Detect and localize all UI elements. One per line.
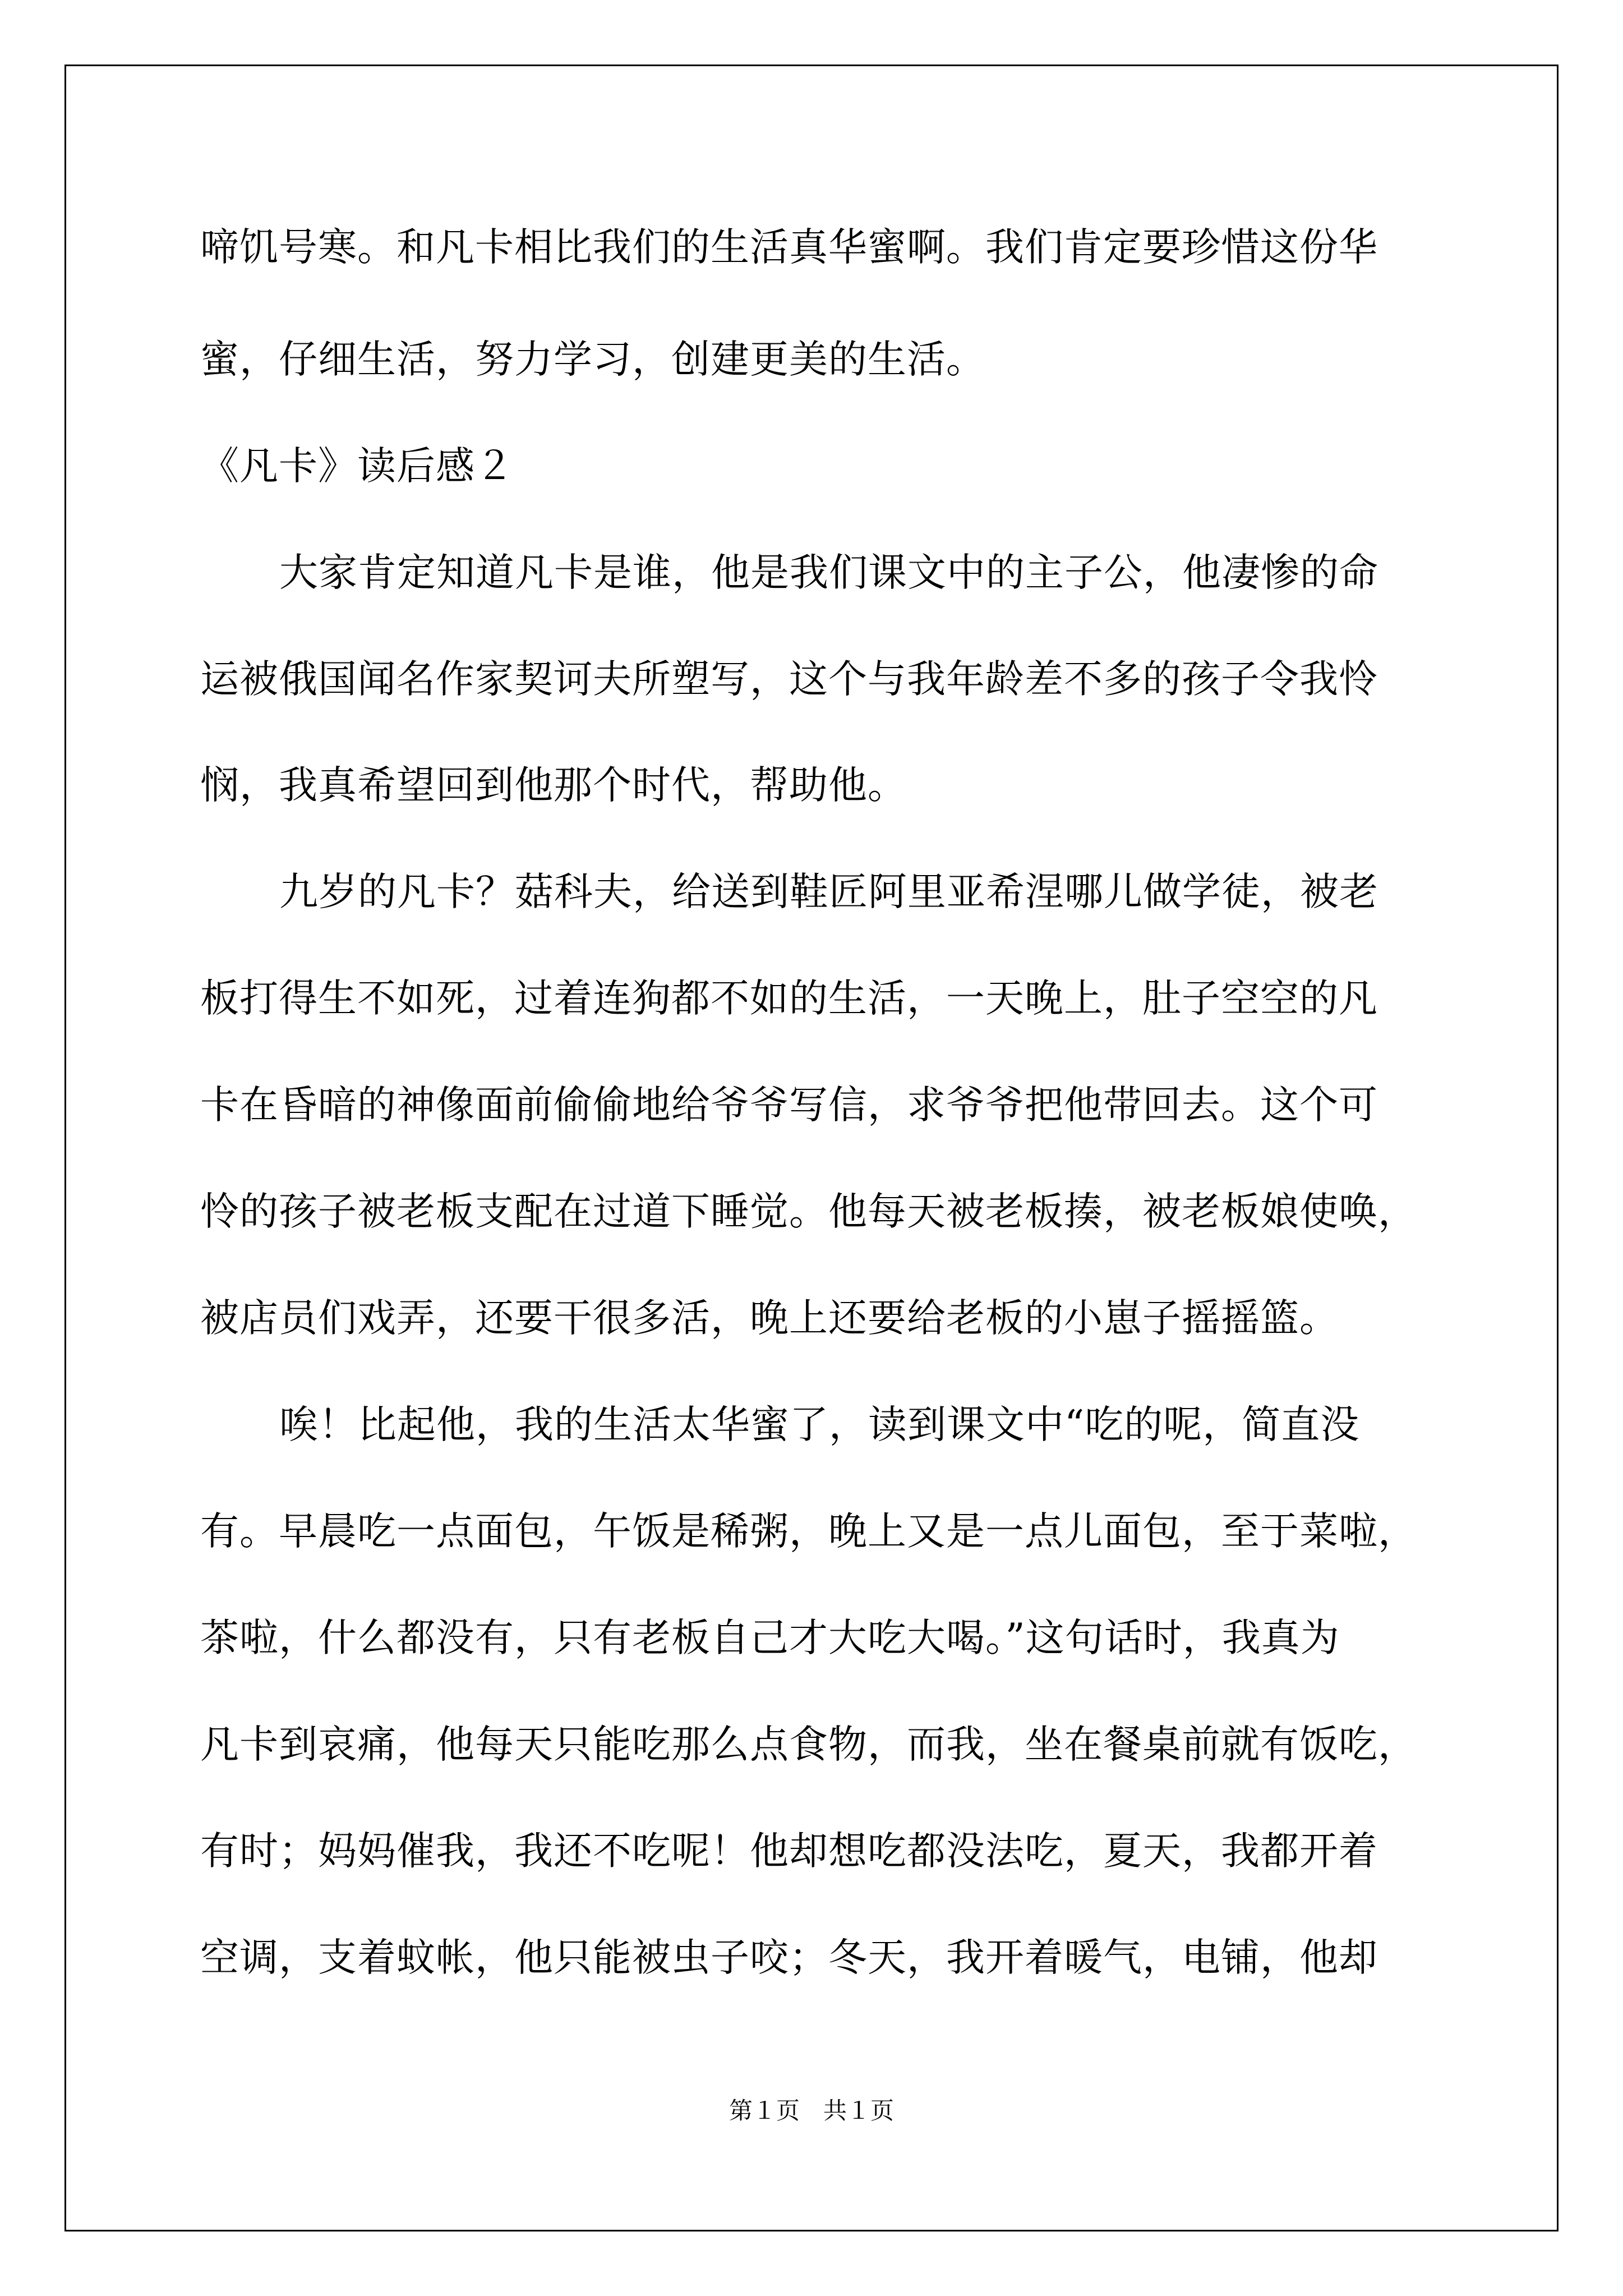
section-heading: 《凡卡》读后感２ (200, 444, 514, 489)
paragraph-line: 茶啦，什么都没有，只有老板自己才大吃大喝。”这句话时，我真为 (200, 1616, 1340, 1660)
page-border (64, 65, 1559, 2231)
paragraph-line: 有时；妈妈催我，我还不吃呢！他却想吃都没法吃，夏天，我都开着 (200, 1829, 1378, 1874)
paragraph-line: 怜的孩子被老板支配在过道下睡觉。他每天被老板揍，被老板娘使唤， (200, 1189, 1417, 1234)
paragraph-line: 板打得生不如死，过着连狗都不如的生活，一天晚上，肚子空空的凡 (200, 976, 1378, 1021)
paragraph-line: 运被俄国闻名作家契诃夫所塑写，这个与我年龄差不多的孩子令我怜 (200, 657, 1378, 702)
paragraph-line: 唉！比起他，我的生活太华蜜了，读到课文中“吃的呢，简直没 (279, 1402, 1360, 1447)
paragraph-line: 九岁的凡卡？菇科夫，给送到鞋匠阿里亚希涅哪儿做学徒，被老 (279, 869, 1378, 914)
paragraph-line: 大家肯定知道凡卡是谁，他是我们课文中的主子公，他凄惨的命 (279, 550, 1378, 595)
paragraph-line: 悯，我真希望回到他那个时代，帮助他。 (200, 763, 907, 808)
paragraph-line: 蜜，仔细生活，努力学习，创建更美的生活。 (200, 337, 985, 382)
paragraph-line: 卡在昏暗的神像面前偷偷地给爷爷写信，求爷爷把他带回去。这个可 (200, 1083, 1378, 1128)
paragraph-line: 啼饥号寒。和凡卡相比我们的生活真华蜜啊。我们肯定要珍惜这份华 (200, 225, 1378, 270)
paragraph-line: 凡卡到哀痛，他每天只能吃那么点食物，而我，坐在餐桌前就有饭吃， (200, 1722, 1417, 1767)
page-number-footer: 第１页 共１页 (728, 2097, 894, 2124)
paragraph-line: 空调，支着蚊帐，他只能被虫子咬；冬天，我开着暖气，电铺，他却 (200, 1935, 1378, 1980)
paragraph-line: 有。早晨吃一点面包，午饭是稀粥，晚上又是一点儿面包，至于菜啦， (200, 1509, 1417, 1554)
paragraph-line: 被店员们戏弄，还要干很多活，晚上还要给老板的小崽子摇摇篮。 (200, 1296, 1339, 1341)
